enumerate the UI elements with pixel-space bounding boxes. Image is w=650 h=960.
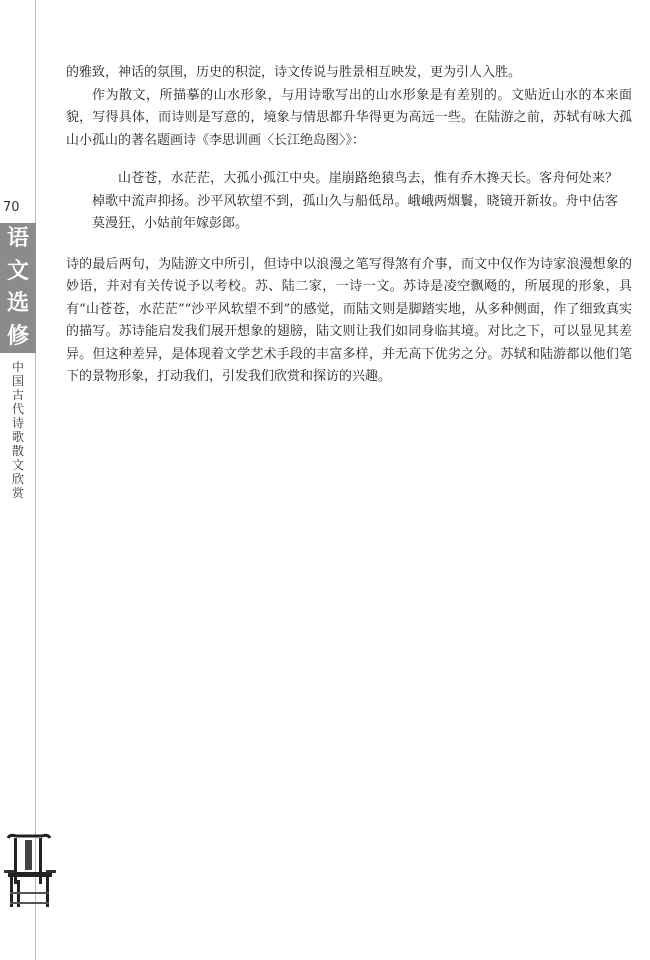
page-number: 70	[3, 200, 20, 215]
sidebar	[0, 0, 36, 960]
series-char-1: 语	[6, 226, 29, 252]
series-char-3: 选	[6, 291, 29, 317]
sidebar-divider	[35, 0, 36, 960]
series-badge	[0, 223, 36, 353]
paragraph-3: 诗的最后两句，为陆游文中所引，但诗中以浪漫之笔写得煞有介事，而文中仅作为诗家浪漫想象的妙语，并对有关传说予以考校。苏、陆二家，一诗一文。苏诗是凌空飘飏的，所展现的形象，具有“山苍苍，水茫茫”“沙平风软望不到”的感觉，而陆文则是脚踏实地，从多种侧面，作了细致真实的描写。苏诗能启发我们展开想象的翅膀，陆文则让我们如同身临其境。对比之下，可以显见其差异。但这种差异，是体现着文学艺术手段的丰富多样，并无高下优劣之分。苏轼和陆游都以他们笔下的景物形象，打动我们，引发我们欣赏和探访的兴趣。	[66, 256, 632, 384]
paragraph-1: 的雅致，神话的氛围，历史的积淀，诗文传说与胜景相互映发，更为引人入胜。	[66, 65, 522, 80]
series-char-2: 文	[6, 258, 29, 284]
poem-quote: 山苍苍，水茫茫，大孤小孤江中央。崖崩路绝猿鸟去，惟有乔木搀天长。客舟何处来？棹歌中流声抑扬。沙平风软望不到，孤山久与船低昂。峨峨两烟鬟，晓镜开新妆。舟中估客莫漫狂，小姑前年嫁彭郎。	[92, 171, 618, 231]
series-char-4: 修	[6, 323, 29, 349]
main-text	[66, 62, 632, 389]
paragraph-2: 作为散文，所描摹的山水形象，与用诗歌写出的山水形象是有差别的。文贴近山水的本来面貌，写得具体，而诗则是写意的，境象与情思都升华得更为高远一些。在陆游之前，苏轼有咏大孤山小孤山的著名题画诗《李思训画〈长江绝岛图〉》：	[66, 87, 632, 148]
book-title-vertical: 中国古代诗歌散文欣赏	[11, 360, 24, 500]
chair-icon	[2, 832, 62, 910]
